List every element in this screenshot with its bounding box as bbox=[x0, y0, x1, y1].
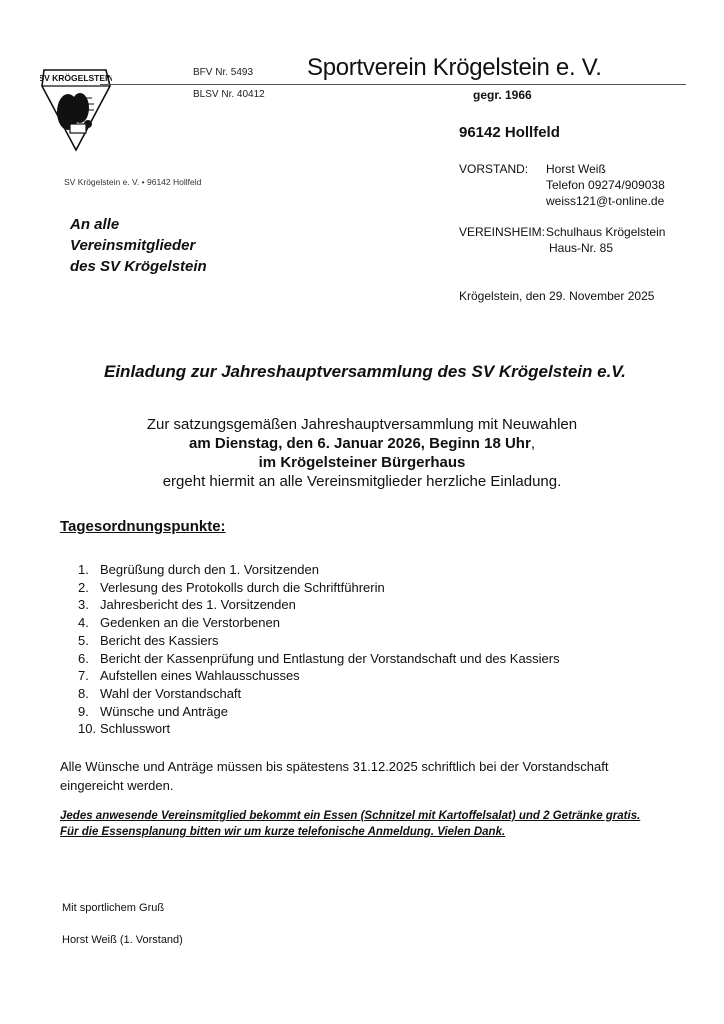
agenda-item-number: 9. bbox=[78, 703, 89, 719]
recipient-line-2: Vereinsmitglieder bbox=[70, 237, 196, 254]
agenda-item-text: Begrüßung durch den 1. Vorsitzenden bbox=[100, 562, 319, 577]
letterhead-divider bbox=[100, 84, 686, 85]
logo-text: SV KRÖGELSTEIN bbox=[40, 73, 112, 83]
agenda-item-number: 10. bbox=[78, 721, 97, 737]
agenda-item bbox=[78, 703, 560, 721]
agenda-title: Tagesordnungspunkte: bbox=[60, 518, 226, 535]
sender-line: SV Krögelstein e. V. • 96142 Hollfeld bbox=[64, 177, 202, 187]
agenda-item-number: 8. bbox=[78, 685, 89, 701]
board-name: Horst Weiß bbox=[546, 162, 606, 176]
clubhouse-name: Schulhaus Krögelstein bbox=[546, 225, 666, 239]
meeting-location: im Krögelsteiner Bürgerhaus bbox=[258, 454, 466, 471]
board-label: VORSTAND: bbox=[459, 162, 529, 176]
agenda-item-text: Bericht des Kassiers bbox=[100, 632, 219, 648]
intro-line-4: ergeht hiermit an alle Vereinsmitglieder herzliche Einladung. bbox=[162, 473, 562, 490]
agenda-item bbox=[78, 579, 560, 597]
agenda-item-text: Gedenken an die Verstorbenen bbox=[100, 615, 280, 631]
agenda-item bbox=[78, 685, 560, 703]
letter-headline: Einladung zur Jahreshauptversammlung des SV Krögelstein e.V. bbox=[104, 362, 626, 381]
clubhouse-label: VEREINSHEIM: bbox=[459, 225, 546, 239]
club-logo bbox=[40, 58, 112, 153]
board-phone: Telefon 09274/909038 bbox=[546, 178, 665, 192]
recipient-block bbox=[70, 214, 207, 277]
recipient-line-1: An alle bbox=[70, 216, 120, 233]
club-crest-icon bbox=[40, 58, 112, 153]
agenda-item-text: Verlesung des Protokolls durch die Schriftführerin bbox=[100, 579, 385, 595]
food-note bbox=[60, 808, 680, 840]
closing-greeting: Mit sportlichem Gruß bbox=[62, 902, 165, 914]
agenda-item-number: 5. bbox=[78, 632, 89, 648]
board-email[interactable]: weiss121@t-online.de bbox=[546, 194, 665, 208]
agenda-item-text: Schlusswort bbox=[100, 721, 171, 737]
agenda-item-number: 2. bbox=[78, 579, 89, 595]
letter-date: Krögelstein, den 29. November 2025 bbox=[459, 289, 655, 303]
agenda-item-number: 1. bbox=[78, 562, 89, 577]
agenda-item bbox=[78, 667, 560, 685]
intro-line-1: Zur satzungsgemäßen Jahreshauptversammlung mit Neuwahlen bbox=[146, 416, 578, 433]
intro-line-2 bbox=[60, 434, 664, 453]
clubhouse-number: Haus-Nr. 85 bbox=[549, 241, 614, 255]
agenda-item bbox=[78, 596, 560, 614]
blsv-number: BLSV Nr. 40412 bbox=[193, 89, 265, 100]
agenda-item bbox=[78, 632, 560, 650]
agenda-item-text: Bericht der Kassenprüfung und Entlastung der Vorstandschaft und des Kassiers bbox=[100, 650, 560, 666]
club-city: 96142 Hollfeld bbox=[459, 124, 560, 141]
intro-line-2-tail: , bbox=[530, 435, 535, 452]
agenda-item bbox=[78, 561, 560, 579]
agenda-item-number: 3. bbox=[78, 597, 89, 613]
agenda-item-text: Aufstellen eines Wahlausschusses bbox=[100, 668, 300, 684]
agenda-item-number: 6. bbox=[78, 650, 89, 666]
food-note-line-2: Für die Essensplanung bitten wir um kurze telefonische Anmeldung. Vielen Dank. bbox=[60, 826, 506, 838]
agenda-item-text: Wünsche und Anträge bbox=[100, 703, 228, 719]
food-note-line-1: Jedes anwesende Vereinsmitglied bekommt ein Essen (Schnitzel mit Kartoffelsalat) und 2 Getränke gratis. bbox=[60, 810, 641, 822]
agenda-item bbox=[78, 614, 560, 632]
agenda-item-text: Wahl der Vorstandschaft bbox=[100, 685, 242, 701]
signature: Horst Weiß (1. Vorstand) bbox=[62, 934, 183, 946]
founded-year: gegr. 1966 bbox=[473, 88, 532, 102]
invitation-text bbox=[60, 415, 664, 491]
recipient-line-3: des SV Krögelstein bbox=[70, 258, 207, 275]
meeting-date: am Dienstag, den 6. Januar 2026, Beginn 18 Uhr bbox=[189, 435, 531, 452]
agenda-item-number: 7. bbox=[78, 668, 89, 684]
agenda-item bbox=[78, 720, 560, 738]
club-name: Sportverein Krögelstein e. V. bbox=[307, 54, 602, 81]
agenda-list bbox=[78, 561, 560, 738]
deadline-paragraph: Alle Wünsche und Anträge müssen bis spätestens 31.12.2025 schriftlich bei der Vorstandschaft eingereicht werden. bbox=[60, 759, 609, 793]
agenda-item-number: 4. bbox=[78, 615, 89, 631]
agenda-item-text: Jahresbericht des 1. Vorsitzenden bbox=[100, 597, 296, 613]
bfv-number: BFV Nr. 5493 bbox=[193, 67, 254, 78]
agenda-item bbox=[78, 650, 560, 668]
